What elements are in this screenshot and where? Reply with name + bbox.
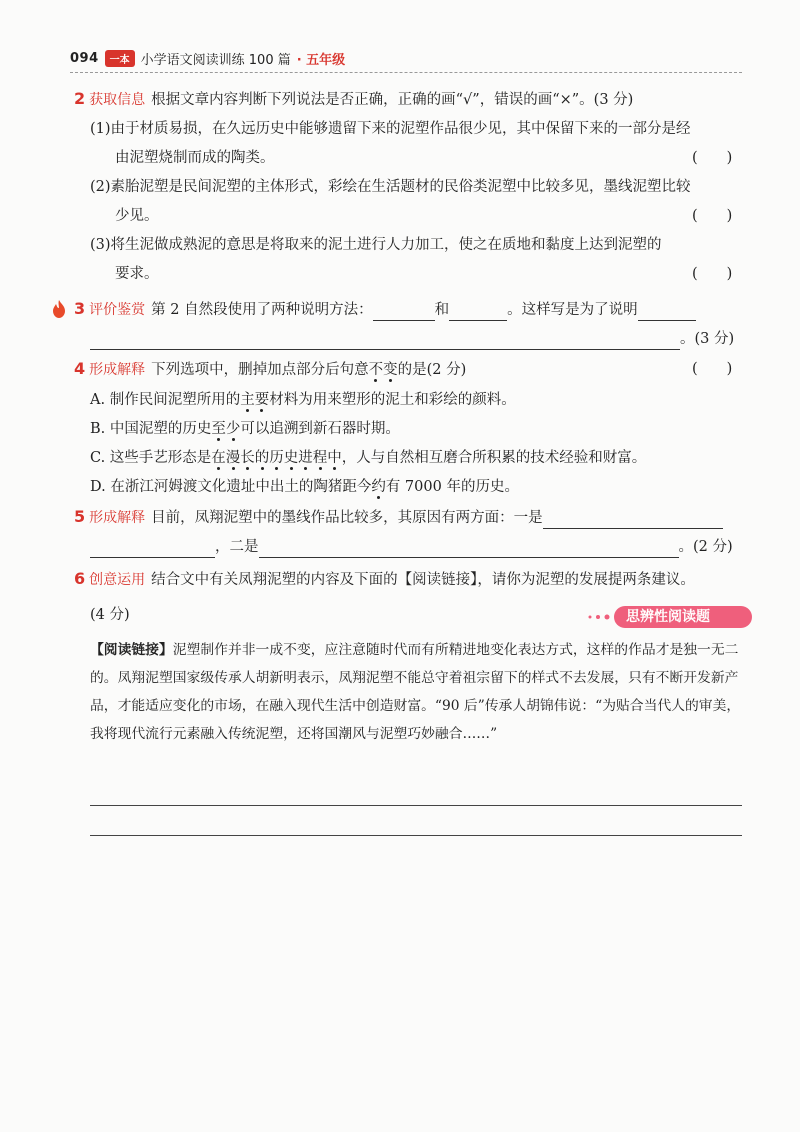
question-text: 根据文章内容判断下列说法是否正确，正确的画“√”，错误的画“×”。(3 分) [151,92,634,108]
question-number: 5 [74,507,86,526]
grade-label: · 五年级 [296,52,346,68]
reading-link-passage [90,636,745,748]
dotted-char: 少 [225,421,241,437]
dotted-char: 至 [211,421,226,437]
answer-paren[interactable]: ( ) [692,266,733,282]
question-4-stem [74,358,466,381]
answer-blank[interactable] [449,302,507,321]
dotted-char: 进 [298,450,313,466]
option-b[interactable] [90,418,400,440]
question-text: 。这样写是为了说明 [507,302,638,318]
option-text: C. 这些手艺形态是 [90,450,212,466]
fire-icon [52,300,66,318]
question-tag: 形成解释 [89,510,146,526]
question-text: 的是(2 分) [397,362,467,378]
question-text: ，二是 [215,539,259,555]
q2-item-2-line-a: (2)素胎泥塑是民间泥塑的主体形式，彩绘在生活题材的民俗类泥塑中比较多见，墨线泥塑比较 [90,179,691,195]
score-label: (4 分) [90,607,130,623]
question-tag: 创意运用 [89,572,146,588]
answer-paren[interactable]: ( ) [692,150,733,166]
header-divider [70,72,742,73]
answer-paren[interactable]: ( ) [692,361,733,377]
badge-label: 思辨性阅读题 [626,609,710,625]
q2-item-3-line-b: 要求。 [115,266,159,282]
answer-blank[interactable] [259,539,679,558]
book-title: 小学语文阅读训练 100 篇 [140,52,291,68]
option-text: ，人与自然相互磨合所积累的技术经验和财富。 [341,450,647,466]
option-text: D. 在浙江河姆渡文化遗址中出土的陶猪距今 [90,479,372,495]
option-text: 有 7000 年的历史。 [385,479,519,495]
answer-paren[interactable]: ( ) [692,208,733,224]
answer-blank[interactable] [543,510,723,529]
question-number: 3 [74,299,86,318]
answer-blank[interactable] [90,539,215,558]
dotted-char: 不 [368,362,384,378]
question-text: 第 2 自然段使用了两种说明方法： [151,302,373,318]
answer-writing-line[interactable] [90,835,742,836]
question-text: 目前，凤翔泥塑中的墨线作品比较多，其原因有两方面：一是 [151,510,543,526]
dotted-char: 变 [383,362,398,378]
dotted-char: 历 [269,450,284,466]
question-number: 6 [74,569,86,588]
score-label: 。(3 分) [680,331,735,347]
dotted-char: 主 [240,392,255,408]
page-number: 094 [70,50,99,66]
page-header [70,46,345,70]
option-text: A. 制作民间泥塑所用的 [90,392,241,408]
score-label: 。(2 分) [678,539,733,555]
dotted-char: 约 [371,479,386,495]
option-text: 可以追溯到新石器时期。 [240,421,400,437]
dotted-char: 程 [312,450,328,466]
q5-answer-line [90,536,733,558]
dotted-char: 史 [283,450,299,466]
question-text: 下列选项中，删掉加点部分后句意 [151,362,369,378]
question-2-stem [74,88,633,111]
question-tag: 形成解释 [89,362,146,378]
reading-link-text: 泥塑制作并非一成不变，应注意随时代而有所精进地变化表达方式，这样的作品才是独一无二的。凤翔泥塑国家级传承人胡新明表示，凤翔泥塑不能总守着祖宗留下的样式不去发展，只有不断开发新产品，才能适应变化的市场，在融入现代生活中创造财富。“90 后”传承人胡锦伟说：“为贴合当代人的审美，我将现代流行元素融入传统泥塑，还将国潮风与泥塑巧妙融合……” [90,642,741,742]
q2-item-2-line-b: 少见。 [115,208,159,224]
option-c[interactable] [90,447,646,469]
q2-item-1-line-a: (1)由于材质易损，在久远历史中能够遗留下来的泥塑作品很少见，其中保留下来的一部分是经 [90,121,691,137]
dotted-char: 漫 [225,450,241,466]
q2-item-1-line-b: 由泥塑烧制而成的陶类。 [115,150,275,166]
dotted-char: 中 [327,450,342,466]
answer-writing-line[interactable] [90,805,742,806]
option-text: B. 中国泥塑的历史 [90,421,212,437]
dotted-char: 的 [254,450,270,466]
answer-blank[interactable] [90,331,680,350]
dotted-char: 要 [254,392,270,408]
question-6-stem [74,568,695,591]
dotted-char: 在 [211,450,226,466]
brand-logo: 一本 [105,50,135,67]
question-tag: 获取信息 [89,92,146,108]
option-d[interactable] [90,476,519,498]
reading-link-tag: 【阅读链接】 [90,642,173,658]
dotted-char: 长 [240,450,255,466]
question-text: 和 [434,302,450,318]
question-text: 结合文中有关凤翔泥塑的内容及下面的【阅读链接】，请你为泥塑的发展提两条建议。 [151,572,695,588]
question-5-stem [74,506,723,529]
q2-item-3-line-a: (3)将生泥做成熟泥的意思是将取来的泥土进行人力加工，使之在质地和黏度上达到泥塑的 [90,237,662,253]
question-tag: 评价鉴赏 [89,302,146,318]
answer-blank[interactable] [373,302,435,321]
q3-answer-line [90,328,734,350]
question-number: 4 [74,359,86,378]
option-a[interactable] [90,389,516,411]
question-number: 2 [74,89,86,108]
option-text: 材料为用来塑形的泥土和彩绘的颜料。 [269,392,516,408]
question-3-stem [74,298,696,321]
answer-blank[interactable] [638,302,696,321]
